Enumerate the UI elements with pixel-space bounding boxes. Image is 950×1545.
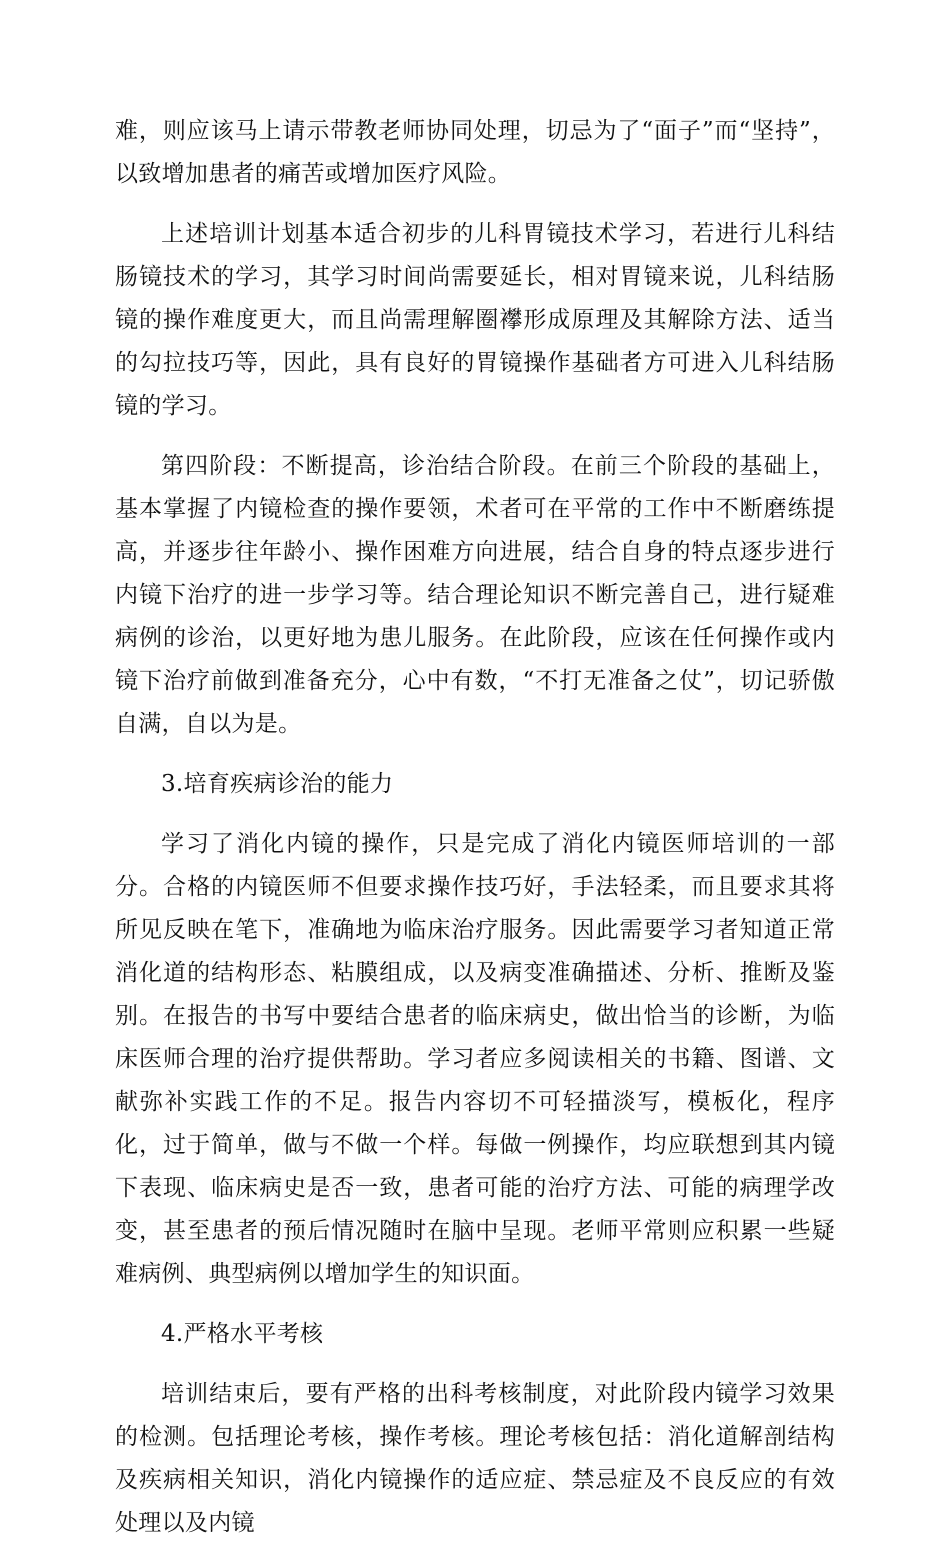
paragraph-fourth-stage: 第四阶段：不断提高，诊治结合阶段。在前三个阶段的基础上，基本掌握了内镜检查的操作要领，术者可在平常的工作中不断磨练提高，并逐步往年龄小、操作困难方向进展，结合自身的特点逐步进行内镜下治疗的进一步学习等。结合理论知识不断完善自己，进行疑难病例的诊治，以更好地为患儿服务。在此阶段，应该在任何操作或内镜下治疗前做到准备充分，心中有数，“不打无准备之仗”，切记骄傲自满，自以为是。 xyxy=(115,453,835,737)
paragraph-diagnosis-training: 学习了消化内镜的操作，只是完成了消化内镜医师培训的一部分。合格的内镜医师不但要求操作技巧好，手法轻柔，而且要求其将所见反映在笔下，准确地为临床治疗服务。因此需要学习者知道正常消化道的结构形态、粘膜组成，以及病变准确描述、分析、推断及鉴别。在报告的书写中要结合患者的临床病史，做出恰当的诊断，为临床医师合理的治疗提供帮助。学习者应多阅读相关的书籍、图谱、文献弥补实践工作的不足。报告内容切不可轻描淡写，模板化，程序化，过于简单，做与不做一个样。每做一例操作，均应联想到其内镜下表现、临床病史是否一致，患者可能的治疗方法、可能的病理学改变，甚至患者的预后情况随时在脑中呈现。老师平常则应积累一些疑难病例、典型病例以增加学生的知识面。 xyxy=(115,831,835,1287)
paragraph-assessment: 培训结束后，要有严格的出科考核制度，对此阶段内镜学习效果的检测。包括理论考核，操作考核。理论考核包括：消化道解剖结构及疾病相关知识，消化内镜操作的适应症、禁忌症及不良反应的有效处理以及内镜 xyxy=(115,1381,835,1536)
paragraph-continuation: 难，则应该马上请示带教老师协同处理，切忌为了“面子”而“坚持”，以致增加患者的痛苦或增加医疗风险。 xyxy=(115,118,835,187)
section-heading-diagnosis-ability: 3.培育疾病诊治的能力 xyxy=(161,771,394,797)
section-heading-assessment: 4.严格水平考核 xyxy=(161,1321,324,1347)
paragraph-pediatric-colonoscopy: 上述培训计划基本适合初步的儿科胃镜技术学习，若进行儿科结肠镜技术的学习，其学习时间尚需要延长，相对胃镜来说，儿科结肠镜的操作难度更大，而且尚需理解圈襻形成原理及其解除方法、适当的勾拉技巧等，因此，具有良好的胃镜操作基础者方可进入儿科结肠镜的学习。 xyxy=(115,221,835,419)
document-body xyxy=(115,110,835,1545)
